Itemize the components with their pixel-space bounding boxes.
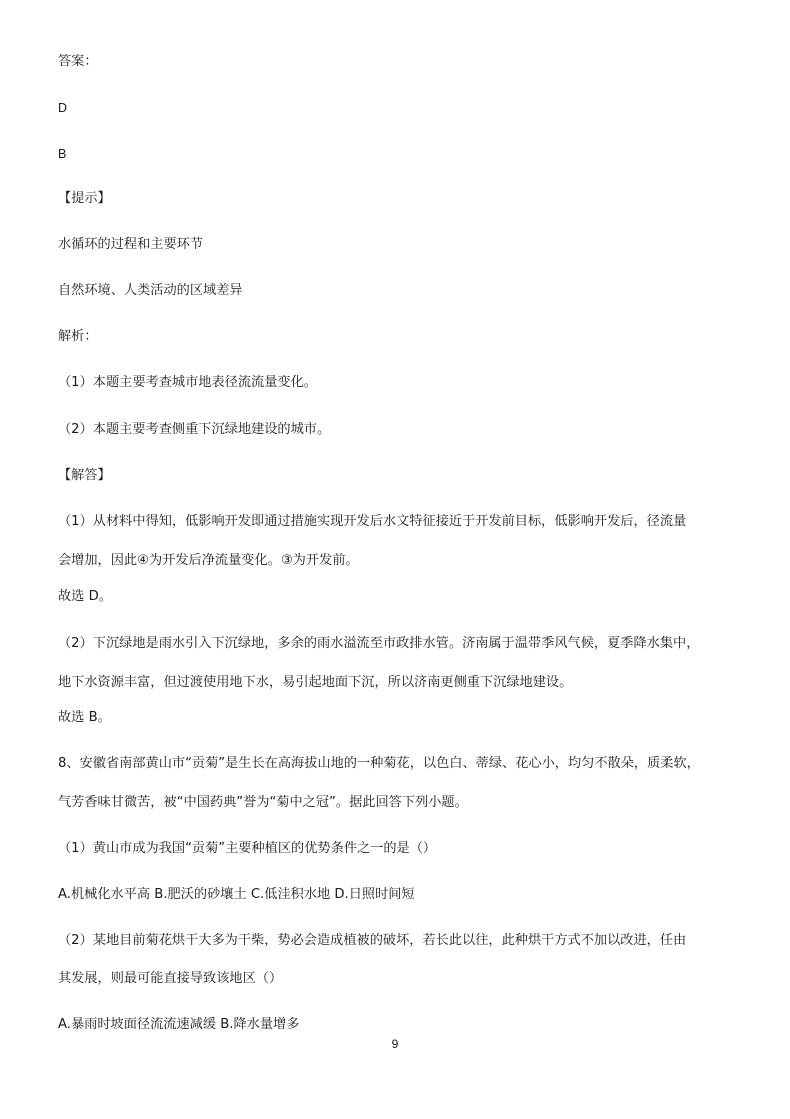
solution-heading: 【解答】 — [58, 468, 111, 483]
answer-1: D — [58, 101, 68, 115]
hint-heading: 【提示】 — [58, 191, 111, 206]
sub-question-1-options: A.机械化水平高 B.肥沃的砂壤土 C.低洼积水地 D.日照时间短 — [58, 887, 415, 902]
question-8-line-1: 8、安徽省南部黄山市“贡菊”是生长在高海拔山地的一种菊花，以色白、蒂绿、花心小，均匀不散朵，质柔软， — [58, 756, 700, 771]
sub-question-1-stem: （1）黄山市成为我国“贡菊”主要种植区的优势条件之一的是（） — [58, 841, 437, 856]
hint-2: 自然环境、人类活动的区域差异 — [58, 283, 243, 298]
solution-1-line-2: 会增加，因此④为开发后净流量变化。③为开发前。 — [58, 553, 359, 568]
solution-2-line-1: （2）下沉绿地是雨水引入下沉绿地，多余的雨水溢流至市政排水管。济南属于温带季风气候，夏季降水集中， — [58, 636, 700, 651]
solution-1-line-1: （1）从材料中得知，低影响开发即通过措施实现开发后水文特征接近于开发前目标，低影响开发后，径流量 — [58, 514, 687, 529]
sub-question-2-stem-line-1: （2）某地目前菊花烘干大多为干柴，势必会造成植被的破坏，若长此以往，此种烘干方式不加以改进，任由 — [58, 933, 687, 948]
sub-question-2-stem-line-2: 其发展，则最可能直接导致该地区（） — [58, 971, 283, 986]
question-8-line-2: 气芳香味甘微苦，被“中国药典”誉为“菊中之冠”。据此回答下列小题。 — [58, 795, 468, 810]
answer-2: B — [58, 147, 67, 161]
solution-2-choice: 故选 B。 — [58, 710, 111, 725]
sub-question-2-options: A.暴雨时坡面径流流速减缓 B.降水量增多 — [58, 1017, 300, 1032]
hint-1: 水循环的过程和主要环节 — [58, 237, 204, 252]
analysis-1: （1）本题主要考查城市地表径流流量变化。 — [58, 375, 317, 390]
analysis-label: 解析： — [58, 329, 98, 344]
analysis-2: （2）本题主要考查侧重下沉绿地建设的城市。 — [58, 422, 331, 437]
answer-label: 答案： — [58, 54, 98, 69]
solution-1-choice: 故选 D。 — [58, 589, 112, 604]
solution-2-line-2: 地下水资源丰富，但过渡使用地下水，易引起地面下沉，所以济南更侧重下沉绿地建设。 — [58, 675, 573, 690]
page-number: 9 — [391, 1037, 399, 1051]
